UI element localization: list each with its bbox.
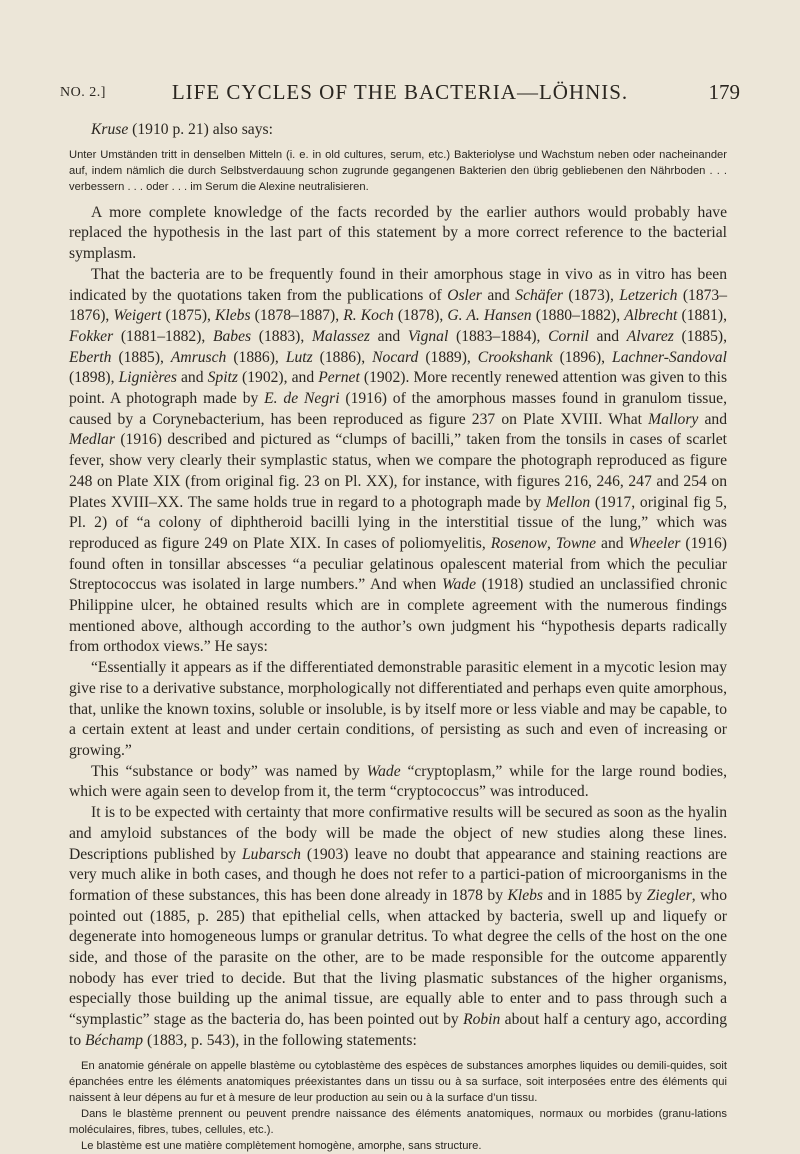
- author-name: Vignal: [407, 327, 449, 345]
- author-name: Lubarsch: [242, 845, 301, 863]
- author-name: Klebs: [507, 886, 544, 904]
- running-header: [60, 80, 740, 110]
- author-name: Schäfer: [515, 286, 563, 304]
- author-name: Lachner-Sandoval: [612, 348, 727, 366]
- author-name: Spitz: [207, 369, 238, 387]
- author-name: Lignières: [118, 369, 177, 387]
- running-title: LIFE CYCLES OF THE BACTERIA—LÖHNIS.: [171, 80, 629, 104]
- author-name: Towne: [555, 534, 597, 552]
- german-quote: Unter Umständen tritt in denselben Mitteln (i. e. in old cultures, serum, etc.) Bakteriolyse und Wachstum neben oder nacheinander auf, indem nämlich die durch Selbstverdauung schon zugrunde gegangenen Bakterien den übrig gebliebenen den Nährboden . . . verbessern . . . oder . . . im Serum die Alexine neutralisieren.: [69, 148, 727, 193]
- paragraph-2: That the bacteria are to be frequently found in their amorphous stage in vivo as in vitro has been indicated by the quotations taken from the publications of Osler and Schäfer (1873), Letzerich (1873–1876), Weigert (1875), Klebs (1878–1887), R. Koch (1878), G. A. Hansen (1880–1882), Albrecht (1881), Fokker (1881–1882), Babes (1883), Malassez and Vignal (1883–1884), Cornil and Alvarez (1885), Eberth (1885), Amrusch (1886), Lutz (1886), Nocard (1889), Crookshank (1896), Lachner-Sandoval (1898), Lignières and Spitz (1902), and Pernet (1902). More recently renewed attention was given to this point. A photograph made by E. de Negri (1916) of the amorphous masses found in granulom tissue, caused by a Corynebacterium, has been reproduced as figure 237 on Plate XVIII. What Mallory and Medlar (1916) described and pictured as “clumps of bacilli,” taken from the tonsils in cases of scarlet fever, show very clearly their symplastic status, when we compare the photograph reproduced as figure 248 on Plate XIX (from original fig. 23 on Pl. XX), for instance, with figures 216, 246, 247 and 254 on Plates XVIII–XX. The same holds true in regard to a photograph made by Mellon (1917, original fig 5, Pl. 2) of “a colony of diphtheroid bacilli lying in the interstitial tissue of the lung,” which was reproduced as figure 249 on Plate XIX. In cases of poliomyelitis, Rosenow, Towne and Wheeler (1916) found often in tonsillar abscesses “a peculiar gelatinous opalescent material from which the peculiar Streptococcus was isolated in large numbers.” And when Wade (1918) studied an unclassified chronic Philippine ulcer, he obtained results which are in complete agreement with the numerous findings mentioned above, although according to the author’s own judgment his “hypothesis departs radically from orthodox views.” He says:: [69, 265, 728, 656]
- journal-number: NO. 2.]: [60, 85, 106, 100]
- author-name: Kruse: [91, 121, 129, 138]
- author-name: Albrecht: [624, 307, 678, 325]
- author-name: Lutz: [285, 348, 313, 366]
- author-name: Eberth: [69, 348, 112, 366]
- author-name: Mellon: [545, 493, 591, 511]
- french-quote-line: Le blastème est une matière complètement homogène, amorphe, sans structure.: [81, 1139, 482, 1152]
- author-name: Alvarez: [626, 327, 674, 345]
- page-number: 179: [708, 80, 740, 104]
- author-name: Nocard: [372, 348, 419, 366]
- author-name: Fokker: [69, 327, 114, 345]
- author-name: Wade: [366, 762, 401, 780]
- author-name: Letzerich: [619, 286, 678, 304]
- paragraph-5: It is to be expected with certainty that more confirmative results will be secured as soon as the hyalin and amyloid substances of the body will be made the object of new studies along these lines. Descriptions published by Lubarsch (1903) leave no doubt that appearance and staining reactions are very much alike in both cases, and though he does not refer to a partici-pation of microorganisms in the formation of these substances, this has been done already in 1878 by Klebs and in 1885 by Ziegler, who pointed out (1885, p. 285) that epithelial cells, when attacked by bacteria, swell up and liquefy or degenerate into homogeneous lumps or granular detritus. To what degree the cells of the host on the one side, and those of the parasite on the other, are to be made responsible for the outcome apparently nobody has ever tried to decide. But that the living plasmatic substances of the higher organisms, especially those building up the animal tissue, are equally able to enter and to pass through such a “symplastic” stage as the bacteria do, has been pointed out by Robin about half a century ago, according to Béchamp (1883, p. 543), in the following statements:: [69, 804, 727, 1049]
- author-name: Weigert: [113, 307, 162, 325]
- author-name: Wheeler: [628, 534, 681, 552]
- author-name: Mallory: [648, 410, 699, 428]
- author-name: Pernet: [318, 369, 360, 387]
- author-name: Béchamp: [85, 1031, 144, 1049]
- author-name: Medlar: [69, 431, 115, 449]
- author-name: Rosenow: [490, 534, 548, 552]
- author-name: Amrusch: [170, 348, 227, 366]
- author-name: Ziegler: [646, 886, 692, 904]
- body-text: [69, 120, 727, 1154]
- french-quote: [69, 1058, 727, 1154]
- paragraph-1: A more complete knowledge of the facts recorded by the earlier authors would probably have replaced the hypothesis in the last part of this statement by a more correct reference to the bacterial symplasm.: [69, 203, 727, 263]
- intro-paragraph: Kruse (1910 p. 21) also says:: [91, 121, 273, 138]
- author-name: Cornil: [548, 327, 589, 345]
- author-name: Osler: [447, 286, 482, 304]
- author-name: Crookshank: [477, 348, 553, 366]
- french-quote-line: Dans le blastème prennent ou peuvent prendre naissance des éléments anatomiques, normaux ou morbides (granu-lations moléculaires, fibres, tubes, cellules, etc.).: [69, 1107, 727, 1136]
- paragraph-3: “Essentially it appears as if the differentiated demonstrable parasitic element in a mycotic lesion may give rise to a derivative substance, morphologically not differentiated and perhaps even quite amorphous, that, unlike the known toxins, soluble or insoluble, is by itself more or less viable and may be capable, to a certain extent at least and under certain conditions, of persisting as such and even of increasing or growing.”: [69, 659, 727, 759]
- author-name: Babes: [212, 327, 252, 345]
- paragraph-4: This “substance or body” was named by Wade “cryptoplasm,” while for the large round bodies, which were again seen to develop from it, the term “cryptococcus” was introduced.: [69, 762, 727, 801]
- author-name: Wade: [441, 576, 477, 594]
- author-name: Robin: [463, 1011, 501, 1029]
- author-name: Malassez: [311, 327, 370, 345]
- author-name: G. A. Hansen: [447, 307, 532, 325]
- author-name: E. de Negri: [264, 390, 340, 408]
- author-name: Klebs: [215, 307, 251, 325]
- author-name: R. Koch: [343, 307, 394, 325]
- french-quote-line: En anatomie générale on appelle blastème ou cytoblastème des espèces de substances amorphes liquides ou demili-quides, soit épanchées entre les éléments anatomiques préexistantes dans un tissu ou à sa surface, soit interposées entre des éléments qui naissent à leur dépens au fur et à mesure de leur production au sein ou à la surface d’un tissu.: [69, 1059, 727, 1104]
